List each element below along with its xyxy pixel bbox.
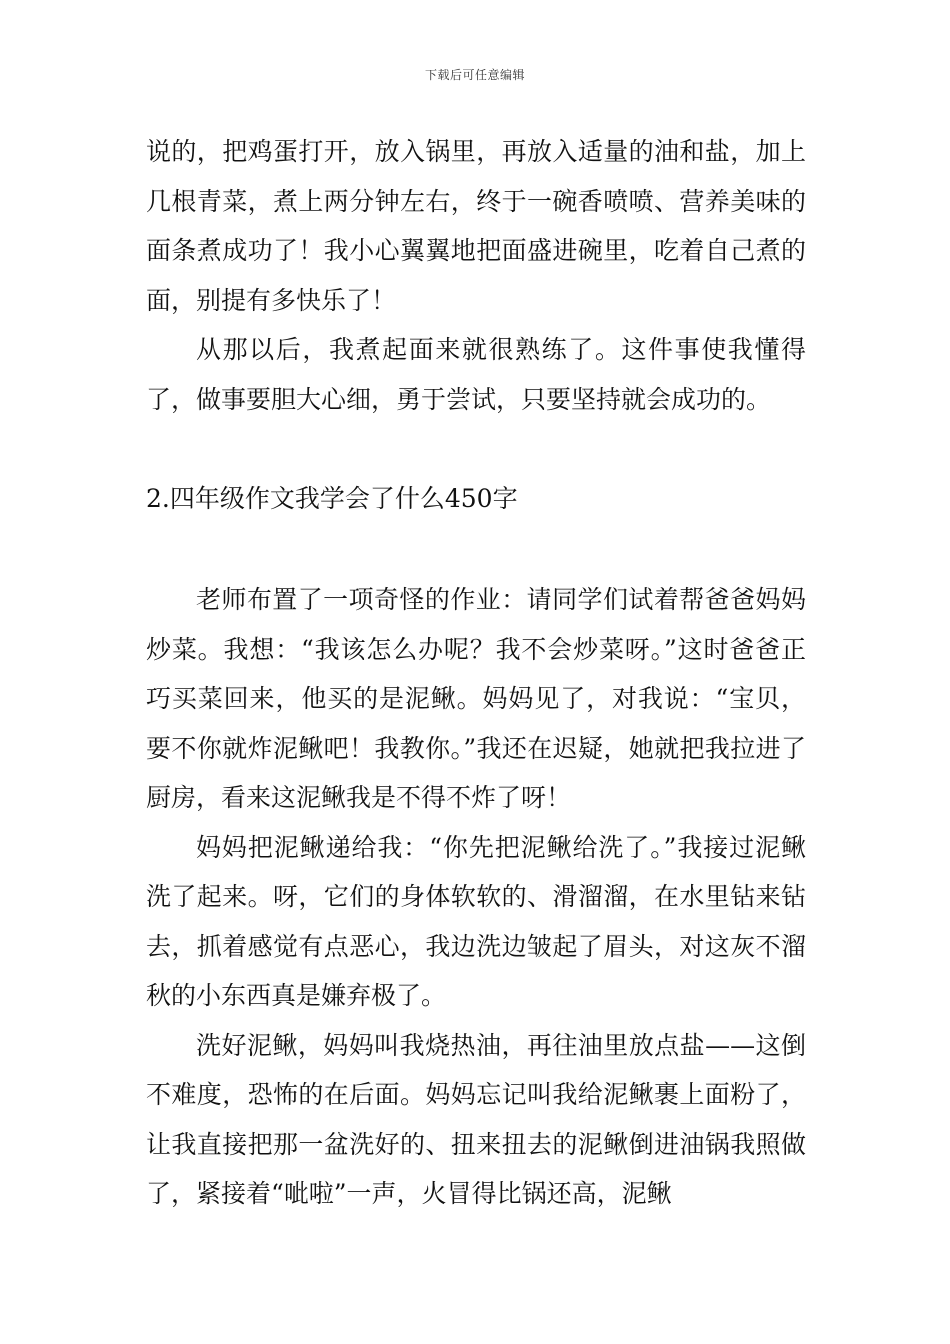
page-header: 下载后可任意编辑 xyxy=(424,68,525,82)
paragraph: 老师布置了一项奇怪的作业：请同学们试着帮爸爸妈妈炒菜。我想：“我该怎么办呢？我不会炒菜呀。”这时爸爸正巧买菜回来，他买的是泥鳅。妈妈见了，对我说：“宝贝，要不你就炸泥鳅吧！我教你。”我还在迟疑，她就把我拉进了厨房，看来这泥鳅我是不得不炸了呀！ xyxy=(146,585,806,812)
essay-title: 2.四年级作文我学会了什么450字 xyxy=(146,484,518,513)
essay-body xyxy=(146,575,806,1219)
essay-continuation xyxy=(146,127,806,424)
paragraph: 洗好泥鳅，妈妈叫我烧热油，再往油里放点盐——这倒不难度，恐怖的在后面。妈妈忘记叫我给泥鳅裹上面粉了，让我直接把那一盆洗好的、扭来扭去的泥鳅倒进油锅我照做了，紧接着“呲啦”一声，火冒得比锅还高，泥鳅 xyxy=(146,1030,806,1208)
paragraph: 妈妈把泥鳅递给我：“你先把泥鳅给洗了。”我接过泥鳅洗了起来。呀，它们的身体软软的、滑溜溜，在水里钻来钻去，抓着感觉有点恶心，我边洗边皱起了眉头，对这灰不溜秋的小东西真是嫌弃极了。 xyxy=(146,832,806,1010)
paragraph: 说的，把鸡蛋打开，放入锅里，再放入适量的油和盐，加上几根青菜，煮上两分钟左右，终于一碗香喷喷、营养美味的面条煮成功了！我小心翼翼地把面盛进碗里，吃着自己煮的面，别提有多快乐了！ xyxy=(146,137,806,315)
paragraph: 从那以后，我煮起面来就很熟练了。这件事使我懂得了，做事要胆大心细，勇于尝试，只要坚持就会成功的。 xyxy=(146,335,806,414)
